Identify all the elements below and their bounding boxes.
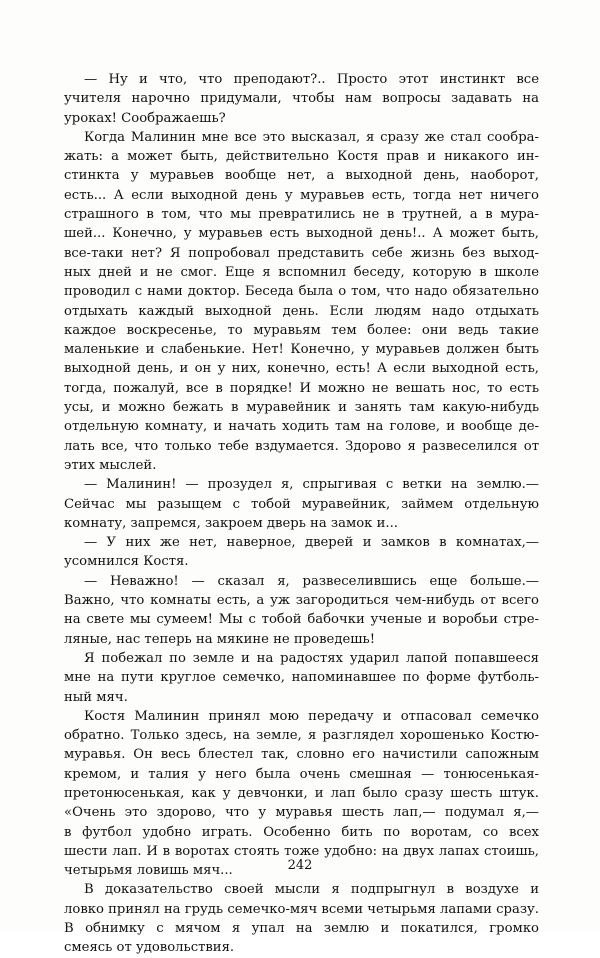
text-line: муравья. Он весь блестел так, словно его начистили сапожным (64, 747, 539, 763)
text-line: Я побежал по земле и на радостях ударил лапой попавшееся (84, 650, 539, 666)
text-body (64, 70, 539, 958)
text-line: отдельную комнату, и начать ходить там на голове, и вообще де- (64, 419, 539, 435)
page-number: 242 (287, 858, 313, 873)
text-line: ных дней и не смог. Еще я вспомнил беседу, которую в школе (64, 264, 539, 280)
text-line: ловко принял на грудь семечко-мяч всеми четырьмя лапами сразу. (64, 901, 539, 917)
text-line: учителя нарочно придумали, чтобы нам вопросы задавать на (64, 91, 539, 107)
text-line: все-таки нет? Я попробовал представить себе жизнь без выход- (64, 245, 539, 261)
paragraph (64, 572, 539, 649)
text-line: маленькие и слабенькие. Нет! Конечно, у муравьев должен быть (64, 342, 539, 358)
text-line: ляные, нас теперь на мякине не проведешь! (64, 631, 375, 647)
text-line: жать: а может быть, действительно Костя прав и никакого ин- (64, 149, 539, 165)
text-line: уроках! Соображаешь? (64, 110, 226, 126)
paragraph (64, 70, 539, 128)
text-line: — У них же нет, наверное, дверей и замков в комнатах,— (84, 535, 539, 551)
text-line: есть... А если выходной день у муравьев есть, тогда нет ничего (64, 187, 539, 203)
text-line: смеясь от удовольствия. (64, 940, 235, 956)
paragraph (64, 707, 539, 881)
text-line: каждое воскресенье, то муравьям тем более: они ведь такие (64, 322, 539, 338)
text-line: тогда, пожалуй, все в порядке! И можно не вешать нос, то есть (64, 380, 539, 396)
text-line: мне на пути круглое семечко, напоминавшее по форме футболь- (64, 670, 539, 686)
text-line: претонюсенькая, как у девчонки, и лап было сразу шесть штук. (64, 785, 539, 801)
text-line: обратно. Только здесь, на земле, я разглядел хорошенько Костю- (64, 728, 539, 744)
text-line: лать все, что только тебе вздумается. Здорово я развеселился от (64, 438, 539, 454)
text-line: В доказательство своей мысли я подпрыгнул в воздухе и (84, 882, 539, 898)
text-line: Сейчас мы разыщем с тобой муравейник, займем отдельную (64, 496, 539, 512)
text-line: ный мяч. (64, 689, 128, 705)
text-line: «Очень это здорово, что у муравья шесть лап,— подумал я,— (64, 805, 539, 821)
text-line: комнату, запремся, закроем дверь на замок и... (64, 515, 398, 531)
text-line: Когда Малинин мне все это высказал, я сразу же стал сообра- (84, 129, 539, 145)
paragraph (64, 533, 539, 572)
text-line: В обнимку с мячом я упал на землю и покатился, громко (64, 921, 539, 937)
text-line: выходной день, и он у них, конечно, есть! А если выходной есть, (64, 361, 539, 377)
text-line: — Неважно! — сказал я, развеселившись еще больше.— (84, 573, 539, 589)
text-line: отдыхать каждый выходной день. Если людям надо отдыхать (64, 303, 539, 319)
text-line: на свете мы сумеем! Мы с тобой бабочки ученые и воробьи стре- (64, 612, 539, 628)
text-line: этих мыслей. (64, 457, 157, 473)
text-line: шести лап. И в воротах стоять тоже удобно: на двух лапах стоишь, (64, 843, 539, 859)
text-line: страшного в том, что мы превратились не в трутней, а в мура- (64, 207, 539, 223)
text-line: шей... Конечно, у муравьев есть выходной день!.. А может быть, (64, 226, 539, 242)
text-line: — Малинин! — прозудел я, спрыгивая с ветки на землю.— (84, 477, 539, 493)
paragraph (64, 649, 539, 707)
text-line: в футбол удобно играть. Особенно бить по воротам, со всех (64, 824, 539, 840)
text-line: кремом, и талия у него была очень смешная — тонюсенькая- (64, 766, 539, 782)
text-line: Важно, что комнаты есть, а уж загородиться чем-нибудь от всего (64, 593, 539, 609)
text-line: — Ну и что, что преподают?.. Просто этот инстинкт все (84, 72, 539, 87)
text-line: усомнился Костя. (64, 554, 189, 570)
text-line: четырьмя ловишь мяч... (64, 863, 233, 879)
text-line: Костя Малинин принял мою передачу и отпасовал семечко (84, 708, 539, 724)
paragraph (64, 880, 539, 957)
paragraph (64, 128, 539, 475)
text-line: стинкта у муравьев вообще нет, а выходной день, наоборот, (64, 168, 539, 184)
text-line: усы, и можно бежать в муравейник и занять там какую-нибудь (64, 400, 539, 416)
text-line: проводил с нами доктор. Беседа была о том, что надо обязательно (64, 284, 539, 300)
paragraph (64, 475, 539, 533)
